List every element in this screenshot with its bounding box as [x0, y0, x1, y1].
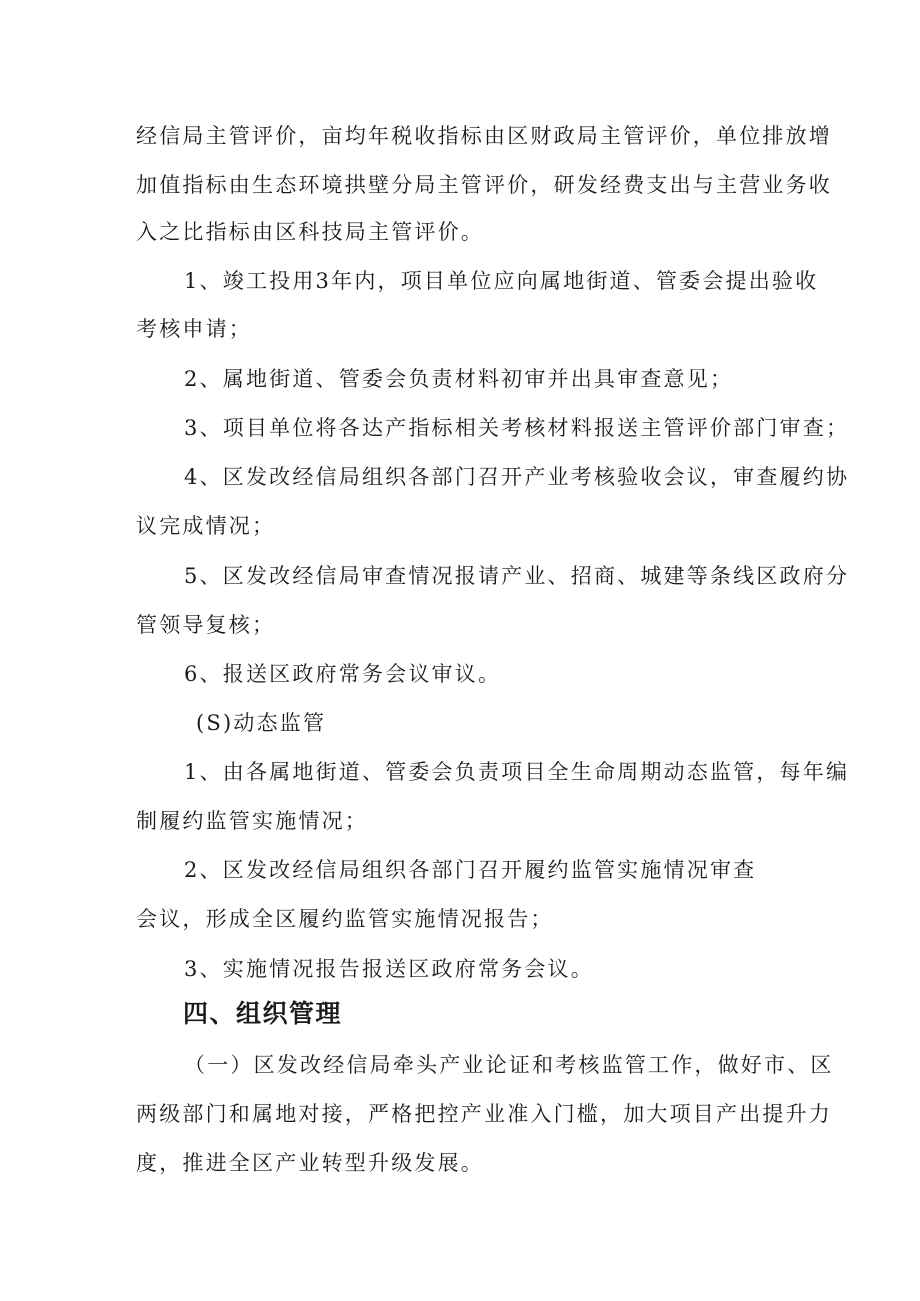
- monitor-item-1-cont: 制履约监管实施情况；: [136, 809, 368, 833]
- closing-line-1: （一）区发改经信局牵头产业论证和考核监管工作，做好市、区: [184, 1053, 834, 1077]
- body-line-2: 加值指标由生态环境拱壁分局主管评价，研发经费支出与主营业务收: [136, 173, 832, 197]
- list-item-2: 2、属地街道、管委会负责材料初审并出具审查意见；: [184, 367, 734, 391]
- closing-line-2: 两级部门和属地对接，严格把控产业准入门槛，加大项目产出提升力: [136, 1102, 832, 1126]
- list-item-5: 5、区发改经信局审查情况报请产业、招商、城建等条线区政府分: [184, 564, 850, 588]
- list-item-3: 3、项目单位将各达产指标相关考核材料报送主管评价部门审查；: [184, 416, 850, 440]
- monitor-item-2-cont: 会议，形成全区履约监管实施情况报告；: [136, 907, 554, 931]
- closing-line-3: 度，推进全区产业转型升级发展。: [136, 1151, 484, 1175]
- monitor-item-2: 2、区发改经信局组织各部门召开履约监管实施情况审查: [184, 858, 757, 882]
- monitor-item-1: 1、由各属地街道、管委会负责项目全生命周期动态监管，每年编: [184, 760, 850, 784]
- list-item-1-cont: 考核申请；: [136, 317, 252, 341]
- list-item-4: 4、区发改经信局组织各部门召开产业考核验收会议，审查履约协: [184, 465, 850, 489]
- list-item-5-cont: 管领导复核；: [136, 613, 276, 637]
- monitor-item-3: 3、实施情况报告报送区政府常务会议。: [184, 957, 594, 981]
- section-heading: 四、组织管理: [183, 999, 343, 1028]
- body-line-1: 经信局主管评价，亩均年税收指标由区财政局主管评价，单位排放增: [136, 124, 832, 148]
- list-item-6: 6、报送区政府常务会议审议。: [184, 662, 502, 686]
- body-line-3: 入之比指标由区科技局主管评价。: [136, 220, 484, 244]
- list-item-4-cont: 议完成情况；: [136, 514, 276, 538]
- subsection-heading: (S)动态监管: [196, 711, 327, 735]
- list-item-1: 1、竣工投用3年内，项目单位应向属地街道、管委会提出验收: [184, 269, 819, 293]
